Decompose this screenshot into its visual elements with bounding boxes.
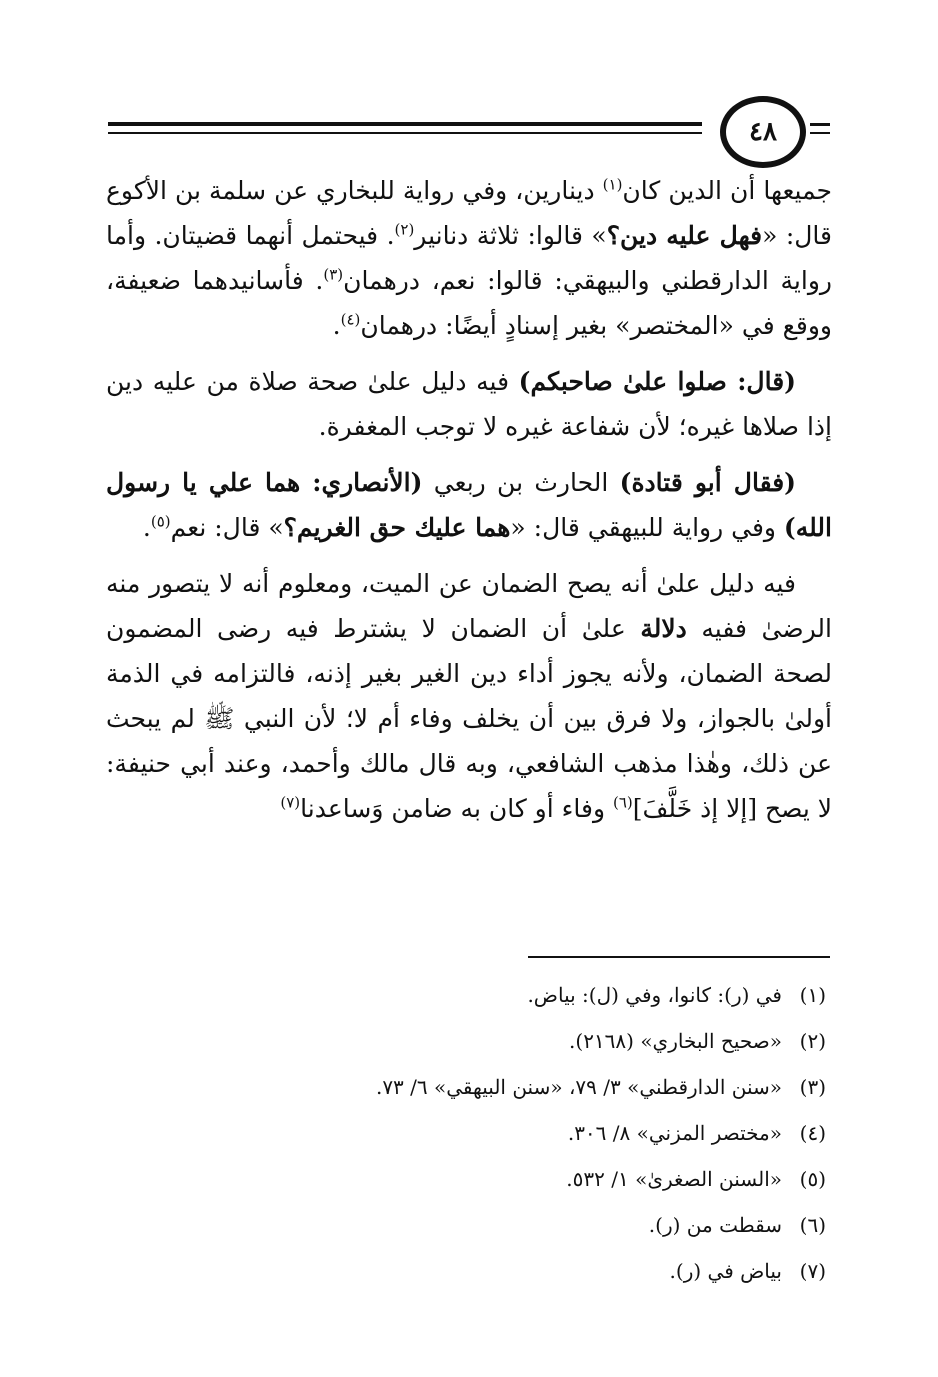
footnote-separator [528,956,830,958]
header-rule-thin [108,132,702,134]
paragraph [106,168,832,348]
text-span: وفي رواية للبيهقي قال: « [510,513,784,542]
text-span: الحارث بن ربعي [422,468,620,497]
footnotes [300,972,826,1294]
footnote-number: (٤) [799,1121,826,1145]
paragraph [106,359,832,449]
footnote-ref: (٤) [340,310,361,329]
footnote-item [300,972,826,1018]
paragraph [106,561,832,831]
footnote-text: سقطت من (ر). [648,1213,782,1237]
footnote-ref: (٢) [394,220,415,239]
text-span: فيه دليل علىٰ أنه يصح الضمان عن الميت، ومعلوم أنه لا يتصور منه الرضىٰ ففيه [106,569,832,643]
footnote-number: (٢) [799,1029,826,1053]
text-span: . فأسانيدهما ضعيفة، ووقع في «المختصر» بغير إسنادٍ أيضًا: درهمان [106,266,832,340]
footnote-number: (١) [799,983,826,1007]
text-span: » قالوا: ثلاثة دنانير [414,221,607,250]
footnote-item [300,1202,826,1248]
footnote-item [300,1064,826,1110]
footnote-item [300,1018,826,1064]
text-span: » قال: نعم [170,513,284,542]
footnote-text: «سنن الدارقطني» ٣/ ٧٩، «سنن البيهقي» ٦/ ٧٣. [375,1075,782,1099]
page-header [108,96,830,172]
text-span: دينارين، وفي رواية للبخاري عن سلمة بن الأكوع قال: « [106,176,832,250]
footnote-ref: (٥) [150,512,171,531]
text-span: . فيحتمل أنهما قضيتان. وأما رواية الدارقطني والبيهقي: قالوا: نعم، درهمان [106,221,832,295]
footnote-ref: (١) [602,175,623,194]
bold-text: (الأنصاري: هما علي يا رسول الله) [106,468,832,542]
footnote-text: بياض في (ر). [669,1259,782,1283]
header-rule-end [810,123,830,126]
footnote-item [300,1248,826,1294]
footnote-item [300,1156,826,1202]
text-span: . [142,513,151,542]
footnote-ref: (٧) [280,793,301,812]
bold-text: (قال: صلوا علىٰ صاحبكم) [518,367,796,396]
footnote-number: (٧) [799,1259,826,1283]
header-rule-end-thin [810,132,830,134]
page-number: ٤٨ [720,96,806,168]
footnote-ref: (٦) [613,793,633,812]
footnote-text: «السنن الصغرىٰ» ١/ ٥٣٢. [566,1167,782,1191]
bold-text: (فقال أبو قتادة) [619,468,796,497]
bold-text: فهل عليه دين؟ [606,221,763,250]
footnote-text: «مختصر المزني» ٨/ ٣٠٦. [567,1121,782,1145]
text-span: . [332,311,341,340]
bold-text: دلالة [640,614,687,643]
footnote-item [300,1110,826,1156]
bold-text: هما عليك حق الغريم؟ [283,513,511,542]
footnote-ref: (٣) [323,265,344,284]
text-span: جميعها أن الدين كان [622,176,832,205]
main-text [106,168,832,842]
footnote-text: في (ر): كانوا، وفي (ل): بياض. [527,983,782,1007]
paragraph [106,460,832,550]
text-span: علىٰ أن الضمان لا يشترط فيه رضى المضمون لصحة الضمان، ولأنه يجوز أداء دين الغير بغير إذنه، فالتزامه في الذمة أولىٰ بالجواز، ولا فرق بين أن يخلف وفاء أم لا؛ لأن النبي ﷺ لم يبحث عن ذلك، وهٰذا مذهب الشافعي، وبه قال مالك وأحمد، وعند أبي حنيفة: لا يصح [إلا إذ خَلَّفَ] [106,614,832,823]
footnote-number: (٦) [799,1213,826,1237]
footnote-number: (٣) [799,1075,826,1099]
text-span: فيه دليل علىٰ صحة صلاة من عليه دين إذا صلاها غيره؛ لأن شفاعة غيره لا توجب المغفرة. [106,367,832,441]
text-span: وفاء أو كان به ضامن وَساعدنا [300,794,613,823]
footnote-number: (٥) [799,1167,826,1191]
header-rule [108,122,702,126]
footnote-text: «صحيح البخاري» (٢١٦٨). [569,1029,782,1053]
